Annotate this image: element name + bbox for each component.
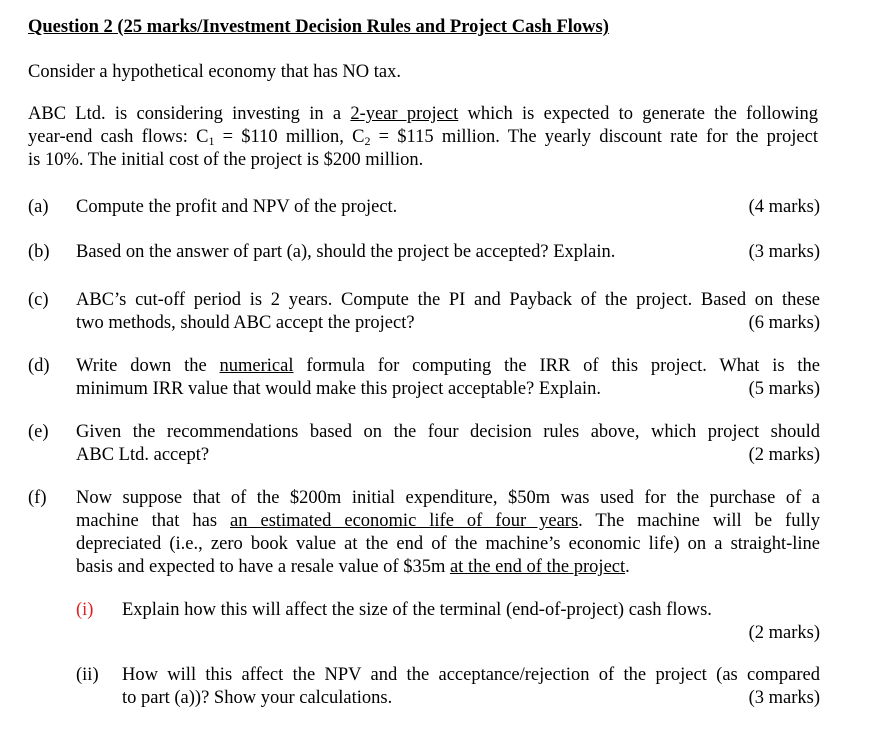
part-text: .	[625, 557, 630, 577]
part-text: depreciated (i.e., zero book value at the end of the machine’s economic life) on a straight-line	[76, 534, 820, 554]
part-text: minimum IRR value that would make this project acceptable? Explain.	[76, 379, 602, 399]
subscript: 1	[208, 134, 215, 148]
part-text	[76, 355, 820, 378]
intro-line-1	[28, 103, 818, 126]
marks: (3 marks)	[748, 688, 820, 708]
part-text: Now suppose that of the $200m initial expenditure, $50m was used for the purchase of a	[76, 488, 820, 508]
underlined-text: an estimated economic life of four years	[230, 511, 579, 531]
part-text: Given the recommendations based on the four decision rules above, which project should	[76, 422, 820, 442]
intro-underlined: 2-year project	[350, 104, 459, 124]
part-text: Based on the answer of part (a), should the project be accepted? Explain.	[76, 242, 616, 262]
part-text	[76, 556, 630, 579]
intro-line-3: is 10%. The initial cost of the project is $200 million.	[28, 150, 424, 170]
marks: (3 marks)	[748, 242, 820, 262]
part-text: . The machine will be fully	[578, 511, 820, 531]
marks: (5 marks)	[748, 379, 820, 399]
intro-text: ABC Ltd. is considering investing in a	[28, 104, 351, 124]
part-text: machine that has	[76, 511, 231, 531]
intro-text: which is expected to generate the following	[458, 104, 818, 124]
marks: (6 marks)	[748, 313, 820, 333]
part-text: formula for computing the IRR of this project. What is the	[293, 356, 820, 376]
part-label: (d)	[28, 356, 50, 376]
subpart-text: Explain how this will affect the size of the terminal (end-of-project) cash flows.	[122, 600, 712, 620]
part-text	[76, 510, 820, 533]
subpart-text: to part (a))? Show your calculations.	[122, 688, 393, 708]
marks: (2 marks)	[748, 445, 820, 465]
subpart-label-ii: (ii)	[76, 665, 99, 685]
intro-text: year-end cash flows: C	[28, 127, 209, 147]
subpart-label-i: (i)	[76, 600, 94, 620]
subpart-text: How will this affect the NPV and the acceptance/rejection of the project (as compared	[122, 665, 820, 685]
part-text: Write down the	[76, 356, 220, 376]
subscript: 2	[364, 134, 371, 148]
part-text: two methods, should ABC accept the project?	[76, 313, 415, 333]
part-text: ABC’s cut-off period is 2 years. Compute the PI and Payback of the project. Based on these	[76, 290, 820, 310]
part-text: basis and expected to have a resale value of $35m	[76, 557, 450, 577]
part-text: Compute the profit and NPV of the project.	[76, 197, 398, 217]
intro-no-tax: Consider a hypothetical economy that has NO tax.	[28, 62, 401, 82]
underlined-text: numerical	[219, 356, 294, 376]
marks: (2 marks)	[748, 623, 820, 643]
question-title: Question 2 (25 marks/Investment Decision Rules and Project Cash Flows)	[28, 17, 609, 37]
intro-line-2	[28, 126, 818, 149]
intro-text: = $110 million, C	[214, 127, 365, 147]
part-label: (f)	[28, 488, 47, 508]
part-label: (a)	[28, 197, 49, 217]
underlined-text: at the end of the project	[449, 557, 626, 577]
intro-text: = $115 million. The yearly discount rate for the project	[370, 127, 818, 147]
part-label: (b)	[28, 242, 50, 262]
part-text: ABC Ltd. accept?	[76, 445, 210, 465]
part-label: (e)	[28, 422, 49, 442]
part-label: (c)	[28, 290, 49, 310]
marks: (4 marks)	[748, 197, 820, 217]
